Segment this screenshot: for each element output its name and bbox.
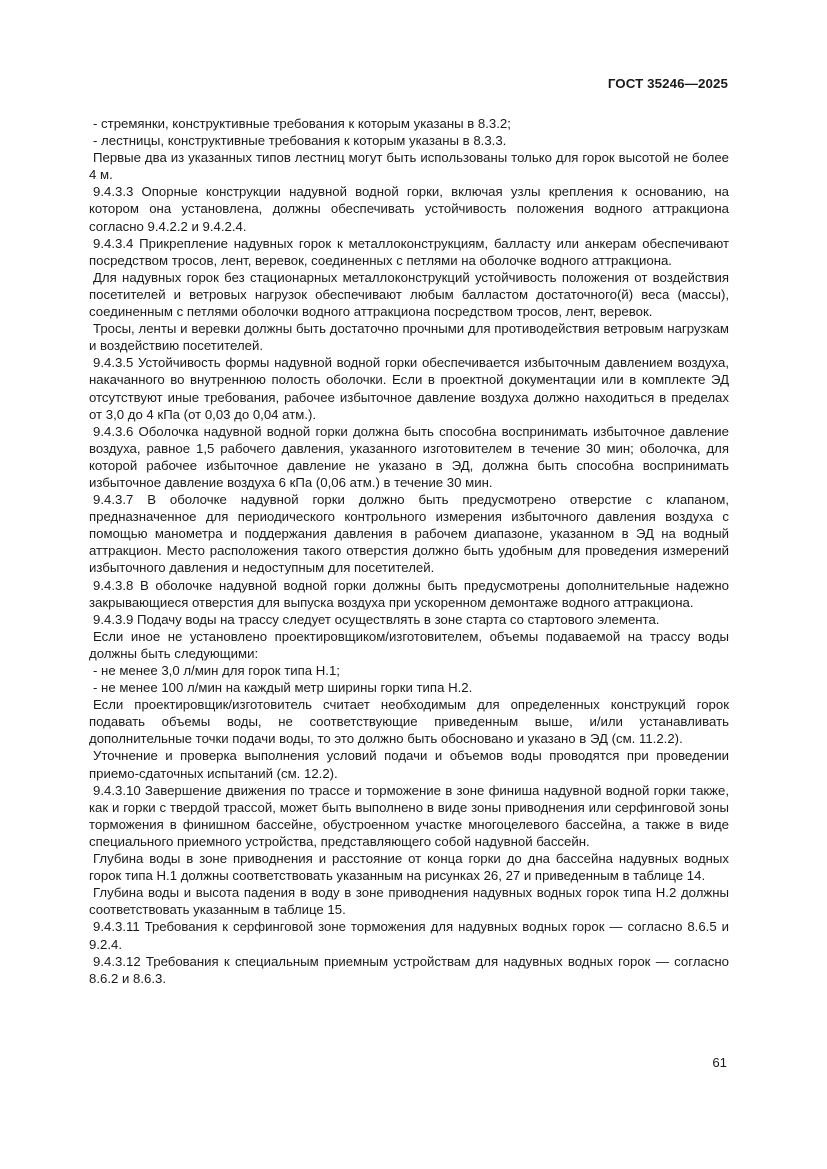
paragraph: - стремянки, конструктивные требования к которым указаны в 8.3.2; (93, 116, 511, 131)
paragraph: 9.4.3.8 В оболочке надувной водной горки должны быть предусмотрены дополнительные надежно закрывающиеся отверстия для выпуска воздуха при ускоренном демонтаже водного аттракциона. (89, 577, 729, 610)
paragraph: 9.4.3.10 Завершение движения по трассе и торможение в зоне финиша надувной водной горки также, как и горки с твердой трассой, может быть выполнено в виде зоны приводнения или серфинговой зоны торможения в финишном бассейне, обустроенном участке многоцелевого бассейна, а также в виде специального приемного устройства, представляющего собой надувной бассейн. (89, 782, 729, 849)
paragraph: 9.4.3.9 Подачу воды на трассу следует осуществлять в зоне старта со стартового элемента. (93, 611, 660, 627)
paragraph: 9.4.3.5 Устойчивость формы надувной водной горки обеспечивается избыточным давлением воздуха, накачанного во внутреннюю полость оболочки. Если в проектной документации или в комплекте ЭД отсутствуют иные требования, рабочее избыточное давление воздуха должно находиться в пределах от 3,0 до 4 кПа (от 0,03 до 0,04 атм.). (89, 355, 729, 422)
document-header-standard-code: ГОСТ 35246—2025 (607, 76, 728, 91)
page-number: 61 (712, 1055, 727, 1070)
paragraph: Глубина воды в зоне приводнения и расстояние от конца горки до дна бассейна надувных водных горок типа Н.1 должны соответствовать указанным на рисунках 26, 27 и приведенным в таблице 14. (89, 851, 729, 884)
paragraph: - не менее 3,0 л/мин для горок типа Н.1; (93, 663, 340, 678)
paragraph: Глубина воды и высота падения в воду в зоне приводнения надувных водных горок типа Н.2 должны соответствовать указанным в таблице 15. (89, 885, 729, 918)
paragraph: Уточнение и проверка выполнения условий подачи и объемов воды проводятся при проведении приемо-сдаточных испытаний (см. 12.2). (89, 748, 729, 781)
paragraph: Если проектировщик/изготовитель считает необходимым для определенных конструкций горок подавать объемы воды, не соответствующие приведенным выше, и/или устанавливать дополнительные точки подачи воды, то это должно быть обосновано и указано в ЭД (см. 11.2.2). (89, 697, 729, 747)
paragraph: Первые два из указанных типов лестниц могут быть использованы только для горок высотой не более 4 м. (89, 150, 729, 183)
document-body (89, 115, 729, 987)
paragraph: - не менее 100 л/мин на каждый метр ширины горки типа Н.2. (93, 680, 473, 696)
paragraph: Если иное не установлено проектировщиком/изготовителем, объемы подаваемой на трассу воды должны быть следующими: (89, 628, 729, 661)
paragraph: 9.4.3.4 Прикрепление надувных горок к металлоконструкциям, балласту или анкерам обеспечивают посредством тросов, лент, веревок, соединенных с петлями на оболочке водного аттракциона. (89, 235, 729, 268)
paragraph: - лестницы, конструктивные требования к которым указаны в 8.3.3. (93, 133, 507, 149)
paragraph: 9.4.3.7 В оболочке надувной горки должно быть предусмотрено отверстие с клапаном, предназначенное для периодического контрольного измерения избыточного давления воздуха с помощью манометра и поддержания давления в рабочем диапазоне, указанном в ЭД на водный аттракцион. Место расположения такого отверстия должно быть удобным для проведения измерений избыточного давления и недоступным для посетителей. (89, 492, 729, 576)
paragraph: Тросы, ленты и веревки должны быть достаточно прочными для противодействия ветровым нагрузкам и воздействию посетителей. (89, 321, 729, 354)
paragraph: 9.4.3.3 Опорные конструкции надувной водной горки, включая узлы крепления к основанию, на котором она установлена, должны обеспечивать устойчивость положения водного аттракциона согласно 9.4.2.2 и 9.4.2.4. (89, 184, 729, 234)
paragraph: 9.4.3.6 Оболочка надувной водной горки должна быть способна воспринимать избыточное давление воздуха, равное 1,5 рабочего давления, указанного изготовителем в течение 30 мин; оболочка, для которой рабочее избыточное давление не указано в ЭД, должна быть способна воспринимать избыточное давление воздуха 6 кПа (0,06 атм.) в течение 30 мин. (89, 423, 729, 490)
paragraph: Для надувных горок без стационарных металлоконструкций устойчивость положения от воздействия посетителей и ветровых нагрузок обеспечивают любым балластом достаточного(й) веса (массы), соединенным с петлями оболочки водного аттракциона посредством тросов, лент, веревок. (89, 269, 729, 320)
paragraph: 9.4.3.12 Требования к специальным приемным устройствам для надувных водных горок — согласно 8.6.2 и 8.6.3. (89, 953, 729, 986)
paragraph: 9.4.3.11 Требования к серфинговой зоне торможения для надувных водных горок — согласно 8.6.5 и 9.2.4. (89, 919, 729, 952)
